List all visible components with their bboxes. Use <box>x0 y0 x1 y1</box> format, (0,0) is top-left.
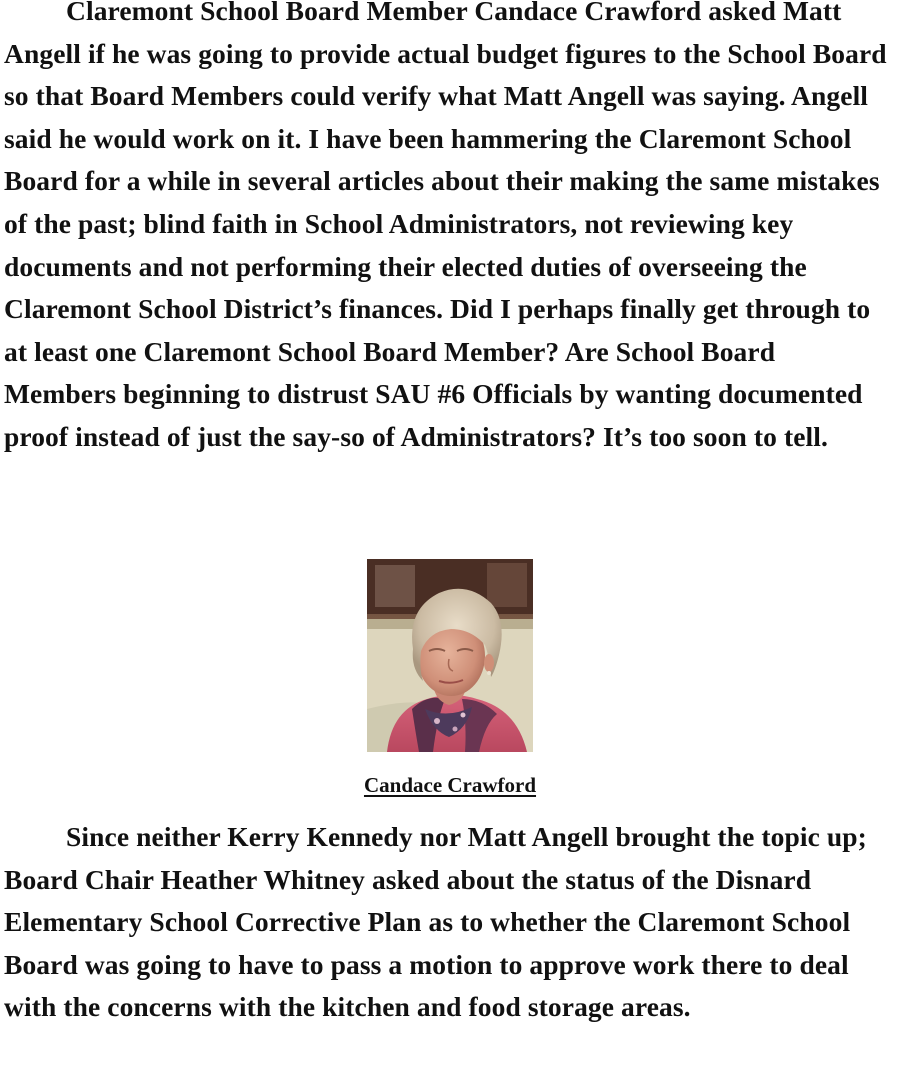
photo-caption-text: Candace Crawford <box>363 773 537 797</box>
photo-caption <box>0 770 900 800</box>
portrait-photo <box>367 559 533 752</box>
paragraph-2: Since neither Kerry Kennedy nor Matt Angell brought the topic up; Board Chair Heather Whitney asked about the status of the Disnard Elementary School Corrective Plan as to whether the Claremont School Board was going to have to pass a motion to approve work there to deal with the concerns with the kitchen and food storage areas. <box>4 821 867 1023</box>
paragraph-1: Claremont School Board Member Candace Crawford asked Matt Angell if he was going to provide actual budget figures to the School Board so that Board Members could verify what Matt Angell was saying. Angell said he would work on it. I have been hammering the Claremont School Board for a while in several articles about their making the same mistakes of the past; blind faith in School Administrators, not reviewing key documents and not performing their elected duties of overseeing the Claremont School District’s finances. Did I perhaps finally get through to at least one Claremont School Board Member? Are School Board Members beginning to distrust SAU #6 Officials by wanting documented proof instead of just the say-so of Administrators? It’s too soon to tell. <box>4 0 887 452</box>
